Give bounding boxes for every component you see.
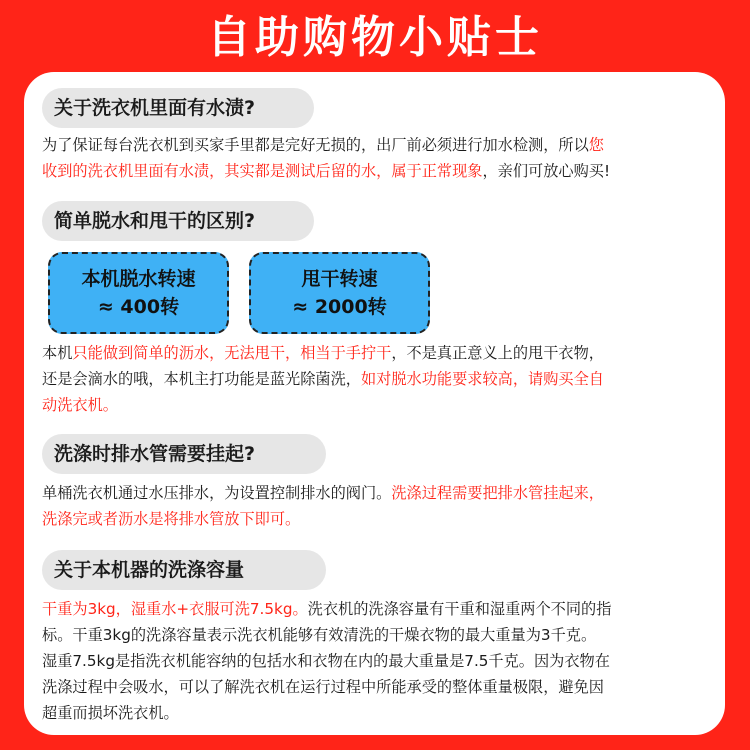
spin-speed-box-this-machine [48, 252, 229, 334]
body-text: 洗衣机的洗涤容量有干重和湿重两个不同的指 [307, 600, 612, 618]
body-text: 单桶洗衣机通过水压排水，为设置控制排水的阀门。 [42, 484, 392, 502]
paragraph-capacity [42, 596, 712, 726]
section-header-water-stains: 关于洗衣机里面有水渍? [42, 88, 314, 128]
paragraph-line [42, 132, 712, 158]
paragraph-line [42, 648, 712, 674]
spin-speed-box-dryer [249, 252, 430, 334]
body-text: 洗涤过程中会吸水，可以了解洗衣机在运行过程中所能承受的整体重量极限，避免因 [42, 678, 604, 696]
paragraph-spin-difference [42, 340, 712, 418]
body-text: 为了保证每台洗衣机到买家手里都是完好无损的，出厂前必须进行加水检测，所以 [42, 136, 589, 154]
highlight-text: 收到的洗衣机里面有水渍，其实都是测试后留的水，属于正常现象 [42, 162, 483, 180]
paragraph-line [42, 506, 712, 532]
spin-speed-box-value: ≈ 400转 [97, 296, 180, 318]
body-text: 还是会滴水的哦，本机主打功能是蓝光除菌洗， [42, 370, 361, 388]
paragraph-line [42, 622, 712, 648]
highlight-text: 动洗衣机。 [42, 396, 118, 414]
body-text: 标。干重3kg的洗涤容量表示洗衣机能够有效清洗的干燥衣物的最大重量为3千克。 [42, 626, 597, 644]
highlight-text: 洗涤完或者沥水是将排水管放下即可。 [42, 510, 301, 528]
highlight-text: 只能做到简单的沥水，无法甩干，相当于手拧干 [72, 344, 392, 362]
paragraph-line [42, 158, 712, 184]
spin-speed-box-value: ≈ 2000转 [292, 296, 387, 318]
paragraph-line [42, 480, 712, 506]
body-text: ，亲们可放心购买! [482, 162, 611, 180]
spin-speed-box-label: 本机脱水转速 [81, 268, 196, 290]
body-text: 湿重7.5kg是指洗衣机能容纳的包括水和衣物在内的最大重量是7.5千克。因为衣物在 [42, 652, 610, 670]
paragraph-line [42, 700, 712, 726]
highlight-text: 干重为3kg，湿重水+衣服可洗7.5kg。 [42, 600, 308, 618]
spin-speed-box-label: 甩干转速 [301, 268, 378, 290]
page-title: 自助购物小贴士 [207, 12, 543, 63]
paragraph-line [42, 674, 712, 700]
body-text: 本机 [42, 344, 73, 362]
section-header-spin-difference: 简单脱水和甩干的区别? [42, 201, 314, 241]
paragraph-line [42, 392, 712, 418]
body-text: 超重而损坏洗衣机。 [42, 704, 179, 722]
paragraph-line [42, 340, 712, 366]
paragraph-drain-hose [42, 480, 712, 532]
paragraph-water-stains [42, 132, 712, 184]
paragraph-line [42, 366, 712, 392]
section-header-capacity: 关于本机器的洗涤容量 [42, 550, 326, 590]
paragraph-line [42, 596, 712, 622]
section-header-drain-hose: 洗涤时排水管需要挂起? [42, 434, 326, 474]
highlight-text: 洗涤过程需要把排水管挂起来， [391, 484, 604, 502]
body-text: ，不是真正意义上的甩干衣物， [391, 344, 604, 362]
highlight-text: 如对脱水功能要求较高，请购买全自 [360, 370, 604, 388]
highlight-text: 您 [588, 136, 604, 154]
